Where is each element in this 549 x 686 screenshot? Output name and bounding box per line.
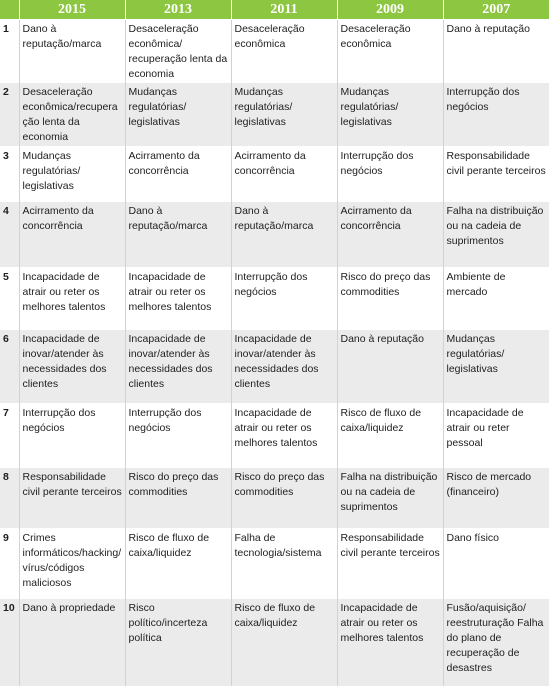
risk-cell: Mudanças regulatórias/ legislativas [337,83,443,147]
risk-cell: Incapacidade de inovar/atender às necessidades dos clientes [19,330,125,404]
year-column-header: 2011 [231,0,337,20]
rank-cell: 1 [0,20,19,83]
risk-cell: Acirramento da concorrência [337,202,443,268]
risk-cell: Dano físico [443,529,549,599]
risk-cell: Dano à reputação [443,20,549,83]
risk-cell: Risco de fluxo de caixa/liquidez [337,404,443,468]
year-column-header: 2009 [337,0,443,20]
risk-cell: Desaceleração econômica [337,20,443,83]
risk-cell: Interrupção dos negócios [443,83,549,147]
table-header [0,0,549,20]
risk-cell: Mudanças regulatórias/ legislativas [125,83,231,147]
risk-cell: Desaceleração econômica/recuperação lenta da economia [19,83,125,147]
table-row [0,268,549,330]
rank-cell: 3 [0,147,19,202]
rank-cell: 8 [0,468,19,529]
risk-cell: Risco do preço das commodities [337,268,443,330]
header-row [0,0,549,20]
risk-cell: Dano à reputação/marca [19,20,125,83]
risk-cell: Incapacidade de atrair ou reter os melhores talentos [337,599,443,686]
risk-cell: Desaceleração econômica/ recuperação lenta da economia [125,20,231,83]
risk-cell: Falha na distribuição ou na cadeia de suprimentos [443,202,549,268]
risk-cell: Mudanças regulatórias/ legislativas [443,330,549,404]
rank-cell: 6 [0,330,19,404]
risk-cell: Responsabilidade civil perante terceiros [19,468,125,529]
risk-cell: Interrupção dos negócios [231,268,337,330]
table-row [0,468,549,529]
risk-cell: Falha na distribuição ou na cadeia de suprimentos [337,468,443,529]
risk-cell: Fusão/aquisição/ reestruturação Falha do plano de recuperação de desastres [443,599,549,686]
table-row [0,599,549,686]
table-row [0,83,549,147]
risk-cell: Desaceleração econômica [231,20,337,83]
risk-cell: Risco de fluxo de caixa/liquidez [125,529,231,599]
table-row [0,330,549,404]
rank-column-header [0,0,19,20]
rank-cell: 9 [0,529,19,599]
risk-cell: Incapacidade de atrair ou reter os melhores talentos [19,268,125,330]
rank-cell: 4 [0,202,19,268]
rank-cell: 2 [0,83,19,147]
risk-cell: Incapacidade de inovar/atender às necessidades dos clientes [231,330,337,404]
risk-cell: Incapacidade de atrair ou reter pessoal [443,404,549,468]
risk-cell: Responsabilidade civil perante terceiros [443,147,549,202]
risk-cell: Risco de mercado (financeiro) [443,468,549,529]
risk-cell: Incapacidade de atrair ou reter os melhores talentos [125,268,231,330]
risk-cell: Acirramento da concorrência [231,147,337,202]
table-row [0,529,549,599]
risk-cell: Acirramento da concorrência [19,202,125,268]
risk-cell: Mudanças regulatórias/ legislativas [231,83,337,147]
risk-cell: Risco do preço das commodities [231,468,337,529]
risk-cell: Interrupção dos negócios [19,404,125,468]
risk-cell: Falha de tecnologia/sistema [231,529,337,599]
risk-cell: Dano à reputação/marca [231,202,337,268]
table-row [0,147,549,202]
table-row [0,202,549,268]
rank-cell: 5 [0,268,19,330]
risk-cell: Crimes informáticos/hacking/ vírus/códigos maliciosos [19,529,125,599]
year-column-header: 2007 [443,0,549,20]
rank-cell: 10 [0,599,19,686]
risk-cell: Interrupção dos negócios [125,404,231,468]
risk-cell: Mudanças regulatórias/ legislativas [19,147,125,202]
table-row [0,404,549,468]
risk-cell: Dano à propriedade [19,599,125,686]
risk-cell: Acirramento da concorrência [125,147,231,202]
year-column-header: 2013 [125,0,231,20]
year-column-header: 2015 [19,0,125,20]
rank-cell: 7 [0,404,19,468]
risk-cell: Incapacidade de atrair ou reter os melhores talentos [231,404,337,468]
risk-cell: Ambiente de mercado [443,268,549,330]
risk-cell: Interrupção dos negócios [337,147,443,202]
risk-cell: Dano à reputação/marca [125,202,231,268]
risk-cell: Incapacidade de inovar/atender às necessidades dos clientes [125,330,231,404]
risk-cell: Responsabilidade civil perante terceiros [337,529,443,599]
table-body [0,20,549,686]
table-row [0,20,549,83]
risk-cell: Risco do preço das commodities [125,468,231,529]
risk-cell: Risco político/incerteza política [125,599,231,686]
risk-cell: Risco de fluxo de caixa/liquidez [231,599,337,686]
risk-cell: Dano à reputação [337,330,443,404]
